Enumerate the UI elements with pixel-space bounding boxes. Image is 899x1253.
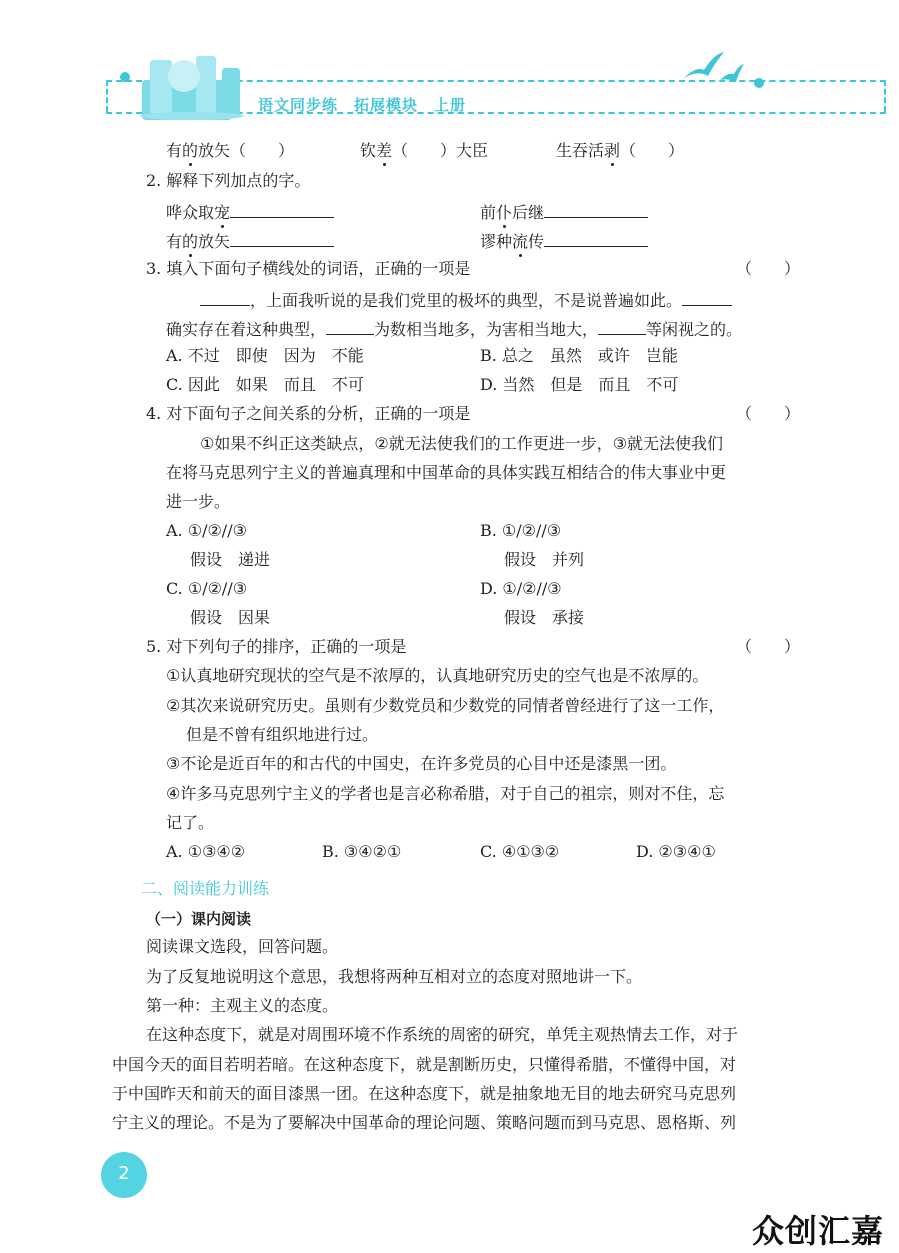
section-title: 二、阅读能力训练 [141, 879, 270, 898]
q5-stem: 5. 对下列句子的排序，正确的一项是 [146, 637, 407, 656]
q5-sentence-2b: 但是不曾有组织地进行过。 [186, 725, 379, 744]
reading-line-6: 宁主义的理论。不是为了要解决中国革命的理论问题、策略问题而到马克思、恩格斯、列 [112, 1113, 737, 1132]
q3-passage-line-2: 确实存在着这种典型， 为数相当地多，为害相当地大， 等闲视之的。 [166, 320, 743, 339]
q1-item-a: 有的放矢（ ） [166, 141, 295, 160]
q5-option-c: C. ④①③② [480, 842, 560, 861]
q3-passage-line-1: ，上面我听说的是我们党里的极坏的典型，不是说普遍如此。 [200, 289, 732, 311]
q5-sentence-4a: ④许多马克思列宁主义的学者也是言必称希腊，对于自己的祖宗，则对不住，忘 [166, 784, 725, 803]
q4-option-d-detail: 假设 承接 [504, 608, 585, 627]
q4-stem: 4. 对下面句子之间关系的分析，正确的一项是 [146, 404, 471, 423]
q3-stem: 3. 填入下面句子横线处的词语，正确的一项是 [146, 259, 471, 278]
reading-instruction: 阅读课文选段，回答问题。 [146, 937, 339, 956]
q5-sentence-3: ③不论是近百年的和古代的中国史，在许多党员的心目中还是漆黑一团。 [166, 754, 677, 773]
header-dot-left-icon [118, 70, 132, 84]
reading-line-2: 第一种：主观主义的态度。 [146, 996, 339, 1015]
q3-option-d: D. 当然 但是 而且 不可 [480, 375, 679, 394]
q2-stem: 2. 解释下列加点的字。 [146, 171, 311, 190]
q5-option-b: B. ③④②① [322, 842, 402, 861]
birds-icon [682, 50, 744, 86]
reading-line-3: 在这种态度下，就是对周围环境不作系统的周密的研究，单凭主观热情去工作，对于 [146, 1025, 739, 1044]
q3-option-b: B. 总之 虽然 或许 岂能 [480, 346, 678, 365]
q4-option-a-detail: 假设 递进 [190, 550, 271, 569]
castle-illustration-icon [136, 50, 248, 122]
subsection-title: （一）课内阅读 [146, 910, 252, 928]
watermark: 众创汇嘉 [752, 1212, 885, 1250]
q2-item-2: 前仆后继 [480, 201, 648, 223]
q4-answer-paren: （ ） [736, 404, 801, 423]
q5-option-d: D. ②③④① [636, 842, 716, 861]
q5-option-a: A. ①③④② [166, 842, 246, 861]
header-border-left [106, 80, 108, 112]
q1-item-b: 钦差（ ）大臣 [360, 141, 489, 160]
reading-line-4: 中国今天的面目若明若暗。在这种态度下，就是割断历史，只懂得希腊，不懂得中国，对 [112, 1055, 737, 1074]
q4-passage-line-1: ①如果不纠正这类缺点，②就无法使我们的工作更进一步，③就无法使我们 [200, 434, 724, 453]
q4-option-b: B. ①/②//③ [480, 521, 562, 540]
q4-option-b-detail: 假设 并列 [504, 550, 585, 569]
q3-answer-paren: （ ） [736, 259, 801, 278]
q4-option-c-detail: 假设 因果 [190, 608, 271, 627]
q4-passage-line-3: 进一步。 [166, 492, 231, 511]
q3-option-a: A. 不过 即使 因为 不能 [166, 346, 364, 365]
q2-item-4: 谬种流传 [480, 230, 648, 252]
q4-option-d: D. ①/②//③ [480, 579, 562, 598]
reading-line-5: 于中国昨天和前天的面目漆黑一团。在这种态度下，就是抽象地无目的地去研究马克思列 [112, 1084, 737, 1103]
page-number: 2 [118, 1163, 130, 1184]
q5-answer-paren: （ ） [736, 637, 801, 656]
q5-sentence-1: ①认真地研究现状的空气是不浓厚的，认真地研究历史的空气也是不浓厚的。 [166, 666, 709, 685]
header-border-right [884, 80, 886, 112]
reading-line-1: 为了反复地说明这个意思，我想将两种互相对立的态度对照地讲一下。 [146, 967, 643, 986]
q3-option-c: C. 因此 如果 而且 不可 [166, 375, 364, 394]
q2-item-1: 哗众取宠 [166, 201, 334, 223]
header-title: 语文同步练 拓展模块 上册 [258, 96, 467, 114]
q4-option-c: C. ①/②//③ [166, 579, 248, 598]
q2-item-3: 有的放矢 [166, 230, 334, 252]
q5-sentence-4b: 记了。 [166, 813, 215, 832]
header-dot-right-icon [752, 76, 766, 90]
q5-sentence-2a: ②其次来说研究历史。虽则有少数党员和少数党的同情者曾经进行了这一工作， [166, 696, 725, 715]
q4-passage-line-2: 在将马克思列宁主义的普遍真理和中国革命的具体实践互相结合的伟大事业中更 [166, 463, 727, 482]
q1-item-c: 生吞活剥（ ） [556, 141, 685, 160]
q4-option-a: A. ①/②//③ [166, 521, 247, 540]
